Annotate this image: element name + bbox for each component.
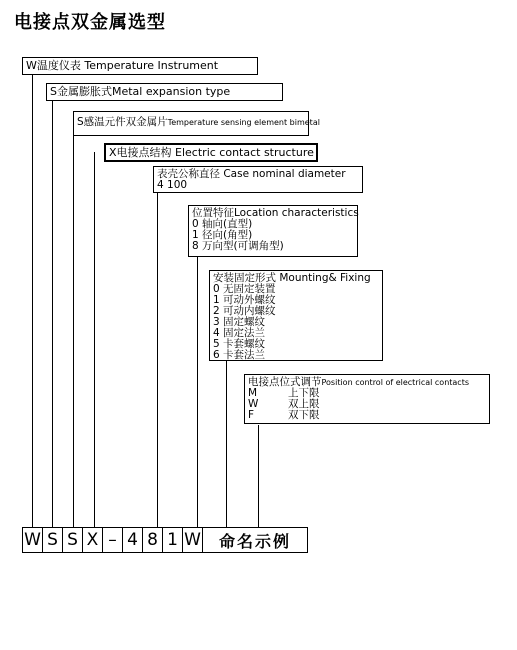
naming-example-label: 命名示例 <box>202 527 308 553</box>
box-position-row <box>248 410 486 421</box>
box-mounting-item: 4 固定法兰 <box>213 327 266 339</box>
box-position-control-prefix: 电接点位式调节 <box>248 376 322 388</box>
code-cell: 4 <box>122 527 143 553</box>
box-case-diameter <box>153 166 363 193</box>
box-mounting-item: 5 卡套螺纹 <box>213 338 266 350</box>
box-position-row <box>248 388 486 399</box>
box-position-desc: 双下限 <box>288 409 320 421</box>
connector-case <box>157 190 158 527</box>
box-mounting-item: 1 可动外螺纹 <box>213 294 276 306</box>
box-position-code: W <box>248 398 259 410</box>
connector-s1 <box>52 92 53 527</box>
connector-s2 <box>73 119 74 527</box>
box-mounting <box>209 270 383 361</box>
box-contact-structure-label: X电接点结构 Electric contact structure <box>109 146 314 159</box>
box-position-control-suffix: Position control of electrical contacts <box>321 378 470 387</box>
model-code-row <box>22 527 307 553</box>
connector-x <box>94 152 95 527</box>
code-cell: X <box>82 527 103 553</box>
box-case-diameter-title: 表壳公称直径 Case nominal diameter <box>157 168 346 180</box>
code-cell: – <box>102 527 123 553</box>
box-location <box>188 205 358 257</box>
connector-mounting <box>226 356 227 527</box>
code-cell: W <box>182 527 203 553</box>
box-mounting-item: 0 无固定装置 <box>213 283 276 295</box>
box-position-control <box>244 374 490 424</box>
code-cell: S <box>42 527 63 553</box>
code-cell: W <box>22 527 43 553</box>
box-location-title: 位置特征Location characteristics <box>192 207 359 219</box>
box-bimetal-element-suffix: Temperature sensing element bimetal <box>167 118 320 127</box>
box-metal-expansion <box>46 83 283 101</box>
code-cell: 1 <box>162 527 183 553</box>
code-cell: 8 <box>142 527 163 553</box>
box-location-item: 8 万向型(可调角型) <box>192 240 284 252</box>
box-temperature-instrument-label: W温度仪表 Temperature Instrument <box>26 59 219 72</box>
connector-w <box>32 66 33 527</box>
box-contact-structure <box>104 143 318 162</box>
box-mounting-item: 3 固定螺纹 <box>213 316 266 328</box>
box-location-item: 1 径向(角型) <box>192 229 253 241</box>
box-position-desc: 上下限 <box>288 387 320 399</box>
connector-position <box>258 425 259 527</box>
box-mounting-item: 2 可动内螺纹 <box>213 305 276 317</box>
box-bimetal-element <box>73 111 320 136</box>
box-position-code: M <box>248 387 258 399</box>
box-mounting-item: 6 卡套法兰 <box>213 349 266 361</box>
box-position-desc: 双上限 <box>288 398 320 410</box>
box-metal-expansion-label: S金属膨胀式Metal expansion type <box>50 85 231 98</box>
page-title: 电接点双金属选型 <box>14 12 166 33</box>
box-temperature-instrument <box>22 57 258 75</box>
code-cell: S <box>62 527 83 553</box>
connector-location <box>197 253 198 527</box>
box-case-diameter-value: 4 100 <box>157 179 188 191</box>
box-location-item: 0 轴向(直型) <box>192 218 253 230</box>
box-mounting-title: 安装固定形式 Mounting& Fixing <box>213 272 371 284</box>
box-bimetal-element-prefix: S感温元件双金属片 <box>77 116 168 128</box>
box-position-row <box>248 399 486 410</box>
box-position-code: F <box>248 409 255 421</box>
